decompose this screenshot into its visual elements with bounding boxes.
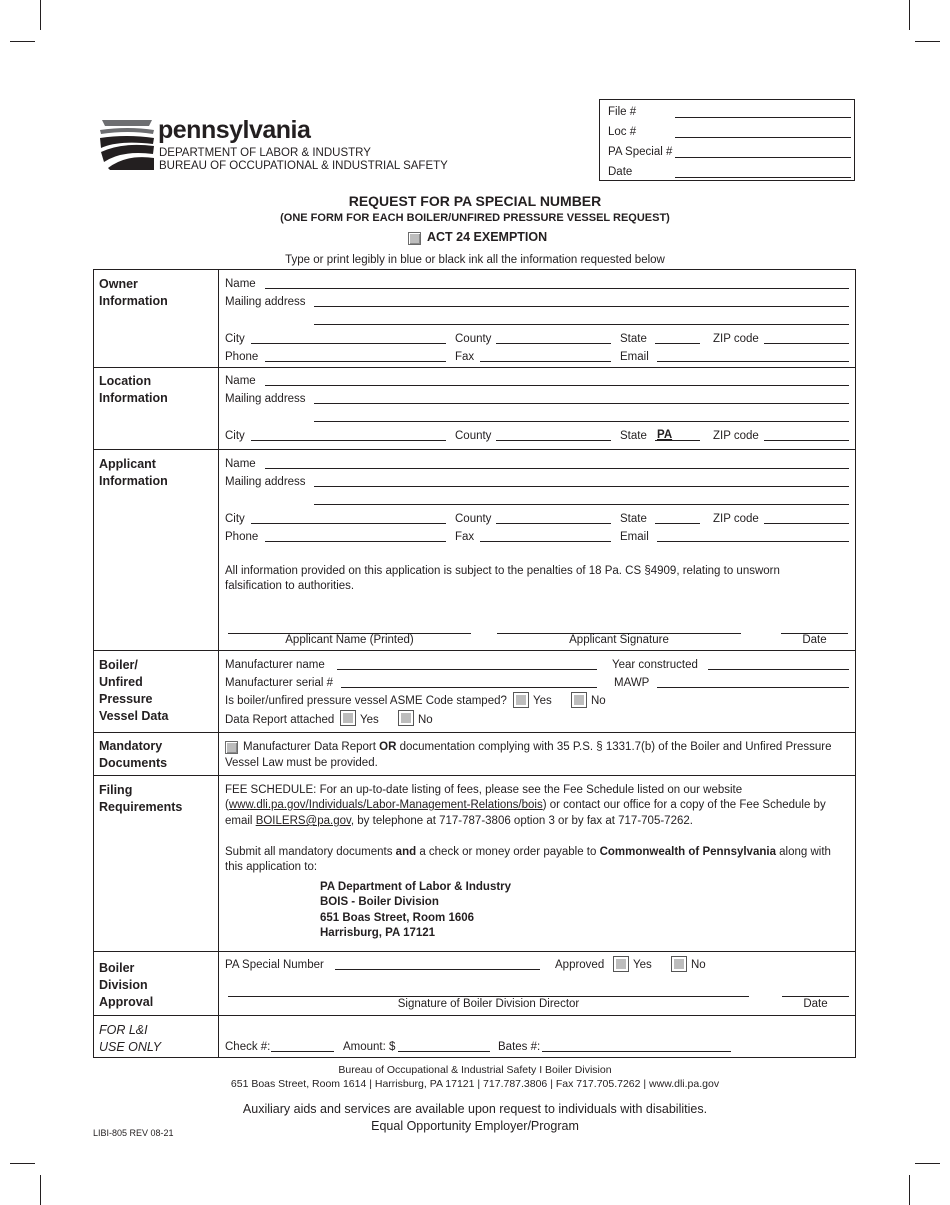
- location-mailing-label: Mailing address: [225, 393, 306, 405]
- heading-line: Location: [99, 374, 152, 388]
- location-name-label: Name: [225, 375, 256, 387]
- crop-mark: [10, 41, 35, 42]
- submit-line1: [225, 845, 831, 859]
- text-fragment: Submit all mandatory documents: [225, 846, 396, 858]
- form-title: REQUEST FOR PA SPECIAL NUMBER: [348, 193, 602, 209]
- text-fragment: OR: [379, 741, 397, 753]
- heading-line: Unfired: [99, 675, 143, 689]
- act24-checkbox[interactable]: [408, 232, 421, 245]
- date-label: Date: [608, 166, 633, 178]
- fee-schedule-link[interactable]: www.dli.pa.gov/Individuals/Labor-Management-Relations/bois: [228, 799, 543, 811]
- amount-label: Amount: $: [343, 1041, 396, 1053]
- location-state-value: PA: [657, 429, 673, 441]
- submit-line2: this application to:: [225, 861, 318, 873]
- amount-field[interactable]: [398, 1051, 490, 1052]
- manufacturer-label: Manufacturer name: [225, 659, 325, 671]
- check-label: Check #:: [225, 1041, 271, 1053]
- year-label: Year constructed: [612, 659, 698, 671]
- location-zip-label: ZIP code: [713, 430, 759, 442]
- address-line: BOIS - Boiler Division: [320, 896, 439, 909]
- applicant-county-label: County: [455, 513, 492, 525]
- applicant-phone-field[interactable]: [265, 541, 446, 542]
- office-box: [599, 99, 855, 181]
- data-report-checkbox[interactable]: [225, 741, 238, 754]
- location-county-label: County: [455, 430, 492, 442]
- crop-mark: [909, 1175, 910, 1205]
- owner-state-label: State: [620, 333, 647, 345]
- form-subtitle: (ONE FORM FOR EACH BOILER/UNFIRED PRESSURE VESSEL REQUEST): [280, 212, 670, 224]
- footer-address: 651 Boas Street, Room 1614 | Harrisburg, PA 17121 | 717.787.3806 | Fax 717.705.7262 | www.dli.pa.gov: [230, 1078, 720, 1090]
- applicant-email-field[interactable]: [657, 541, 849, 542]
- serial-field[interactable]: [341, 687, 597, 688]
- act24-label: ACT 24 EXEMPTION: [427, 230, 548, 244]
- heading-line: Information: [99, 294, 168, 308]
- location-heading: [99, 373, 168, 407]
- loc-label: Loc #: [608, 126, 637, 138]
- heading-line: Boiler/: [99, 658, 138, 672]
- row-separator: [93, 732, 856, 733]
- owner-city-label: City: [225, 333, 245, 345]
- location-name-field[interactable]: [265, 385, 849, 386]
- mandatory-text-line1: [243, 740, 832, 754]
- text-fragment: email: [225, 815, 256, 827]
- location-city-label: City: [225, 430, 245, 442]
- row-separator: [93, 449, 856, 450]
- mawp-field[interactable]: [657, 687, 849, 688]
- boilers-email-link[interactable]: BOILERS@pa.gov: [255, 815, 351, 827]
- address-line: Harrisburg, PA 17121: [320, 926, 436, 939]
- owner-name-field[interactable]: [265, 288, 849, 289]
- mandatory-text-line2: Vessel Law must be provided.: [225, 757, 378, 769]
- applicant-email-label: Email: [620, 531, 649, 543]
- location-zip-field[interactable]: [764, 440, 849, 441]
- asme-question: Is boiler/unfired pressure vessel ASME Code stamped?: [225, 695, 507, 707]
- heading-line: Documents: [99, 756, 168, 770]
- heading-line: USE ONLY: [99, 1039, 162, 1054]
- owner-fax-label: Fax: [455, 351, 475, 363]
- special-label: PA Special #: [608, 146, 673, 158]
- owner-city-field[interactable]: [251, 343, 446, 344]
- owner-name-label: Name: [225, 278, 256, 290]
- crop-mark: [909, 0, 910, 30]
- data-report-no-label: No: [418, 714, 433, 726]
- text-fragment: , by telephone at 717-787-3806 option 3 or by fax at 717-705-7262.: [350, 815, 693, 827]
- owner-county-label: County: [455, 333, 492, 345]
- text-fragment: Commonwealth of Pennsylvania: [599, 846, 776, 858]
- owner-email-label: Email: [620, 351, 649, 363]
- footer-eoe: Equal Opportunity Employer/Program: [371, 1119, 579, 1133]
- location-mailing-field[interactable]: [314, 403, 849, 404]
- row-separator: [93, 367, 856, 368]
- applicant-printed-name-caption: Applicant Name (Printed): [285, 634, 414, 646]
- approval-date-field[interactable]: [782, 996, 849, 997]
- address-line: PA Department of Labor & Industry: [320, 881, 512, 893]
- heading-line: Information: [99, 391, 168, 405]
- approved-label: Approved: [555, 959, 605, 971]
- heading-line: Requirements: [99, 800, 183, 814]
- year-field[interactable]: [708, 669, 849, 670]
- data-report-no-checkbox[interactable]: [398, 710, 414, 726]
- asme-yes-checkbox[interactable]: [513, 692, 529, 708]
- applicant-city-label: City: [225, 513, 245, 525]
- special-number-field[interactable]: [335, 969, 540, 970]
- owner-mailing-field-2[interactable]: [314, 324, 849, 325]
- file-label: File #: [608, 106, 637, 118]
- applicant-city-field[interactable]: [251, 523, 446, 524]
- penalty-disclaimer: All information provided on this application is subject to the penalties of 18 Pa. CS §4909, relating to unsworn falsification to authorities.: [225, 565, 780, 592]
- date-field[interactable]: [675, 177, 851, 178]
- heading-line: Boiler: [99, 961, 135, 975]
- applicant-mailing-field[interactable]: [314, 486, 849, 487]
- crop-mark: [40, 0, 41, 30]
- heading-line: Owner: [99, 277, 138, 291]
- special-number-label: PA Special Number: [225, 959, 324, 971]
- approval-date-caption: Date: [803, 998, 828, 1010]
- owner-zip-field[interactable]: [764, 343, 849, 344]
- footer-bureau: Bureau of Occupational & Industrial Safety I Boiler Division: [338, 1064, 612, 1076]
- heading-line: Filing: [99, 783, 133, 797]
- mawp-label: MAWP: [614, 677, 650, 689]
- loc-field[interactable]: [675, 137, 851, 138]
- applicant-fax-field[interactable]: [480, 541, 611, 542]
- owner-state-field[interactable]: [655, 343, 700, 344]
- mailing-address-block: [320, 880, 511, 941]
- office-use-heading: [99, 1022, 161, 1055]
- bureau-name: BUREAU OF OCCUPATIONAL & INDUSTRIAL SAFETY: [159, 160, 448, 172]
- heading-line: FOR L&I: [99, 1023, 148, 1037]
- logo-wordmark: pennsylvania: [158, 116, 311, 144]
- footer-aids: Auxiliary aids and services are available upon request to individuals with disabilities.: [242, 1102, 708, 1116]
- filing-heading: [99, 782, 182, 816]
- crop-mark: [40, 1175, 41, 1205]
- data-report-yes-checkbox[interactable]: [340, 710, 356, 726]
- applicant-mailing-label: Mailing address: [225, 476, 306, 488]
- owner-county-field[interactable]: [496, 343, 611, 344]
- owner-phone-label: Phone: [225, 351, 259, 363]
- data-report-yes-label: Yes: [360, 714, 379, 726]
- applicant-phone-label: Phone: [225, 531, 259, 543]
- bates-label: Bates #:: [498, 1041, 541, 1053]
- applicant-zip-label: ZIP code: [713, 513, 759, 525]
- crop-mark: [915, 1163, 940, 1164]
- applicant-name-label: Name: [225, 458, 256, 470]
- text-fragment: along with: [775, 846, 831, 858]
- location-mailing-field-2[interactable]: [314, 421, 849, 422]
- department-name: DEPARTMENT OF LABOR & INDUSTRY: [159, 147, 371, 159]
- crop-mark: [10, 1163, 35, 1164]
- heading-line: Applicant: [99, 457, 156, 471]
- mandatory-heading: [99, 738, 167, 772]
- applicant-signature-caption: Applicant Signature: [569, 634, 669, 646]
- keystone-logo: [98, 118, 156, 172]
- row-separator: [93, 951, 856, 952]
- owner-zip-label: ZIP code: [713, 333, 759, 345]
- applicant-county-field[interactable]: [496, 523, 611, 524]
- bates-field[interactable]: [542, 1051, 731, 1052]
- crop-mark: [915, 41, 940, 42]
- text-fragment: documentation complying with 35 P.S. § 1331.7(b) of the Boiler and Unfired Pressure: [396, 741, 832, 753]
- applicant-state-field[interactable]: [655, 523, 700, 524]
- owner-heading: [99, 276, 168, 310]
- approved-yes-checkbox[interactable]: [613, 956, 629, 972]
- instructions: Type or print legibly in blue or black ink all the information requested below: [285, 254, 665, 266]
- applicant-state-label: State: [620, 513, 647, 525]
- location-county-field[interactable]: [496, 440, 611, 441]
- manufacturer-field[interactable]: [337, 669, 597, 670]
- asme-yes-label: Yes: [533, 695, 552, 707]
- applicant-zip-field[interactable]: [764, 523, 849, 524]
- serial-label: Manufacturer serial #: [225, 677, 334, 689]
- applicant-date-caption: Date: [802, 634, 827, 646]
- owner-email-field[interactable]: [657, 361, 849, 362]
- director-signature-caption: Signature of Boiler Division Director: [397, 998, 580, 1010]
- owner-mailing-field[interactable]: [314, 306, 849, 307]
- owner-phone-field[interactable]: [265, 361, 446, 362]
- file-field[interactable]: [675, 117, 851, 118]
- heading-line: Vessel Data: [99, 709, 169, 723]
- asme-no-label: No: [591, 695, 606, 707]
- row-separator: [93, 1015, 856, 1016]
- approved-no-checkbox[interactable]: [671, 956, 687, 972]
- location-state-label: State: [620, 430, 647, 442]
- applicant-heading: [99, 456, 168, 490]
- location-city-field[interactable]: [251, 440, 446, 441]
- heading-line: Mandatory: [99, 739, 163, 753]
- heading-line: Information: [99, 474, 168, 488]
- fee-schedule-line2: (www.dli.pa.gov/Individuals/Labor-Management-Relations/bois) or contact our office for a copy of the Fee Schedule by: [225, 799, 826, 811]
- owner-mailing-label: Mailing address: [225, 296, 306, 308]
- form-id: LIBI-805 REV 08-21: [93, 1128, 174, 1138]
- approval-heading: [99, 960, 153, 1011]
- applicant-fax-label: Fax: [455, 531, 475, 543]
- text-fragment: and: [395, 846, 417, 858]
- fee-schedule-line1: FEE SCHEDULE: For an up-to-date listing of fees, please see the Fee Schedule listed on our website: [225, 784, 743, 796]
- approved-yes-label: Yes: [633, 959, 652, 971]
- address-line: 651 Boas Street, Room 1606: [320, 911, 475, 924]
- heading-line: Pressure: [99, 692, 153, 706]
- text-fragment: Manufacturer Data Report: [243, 741, 380, 753]
- row-separator: [93, 650, 856, 651]
- applicant-name-field[interactable]: [265, 468, 849, 469]
- special-field[interactable]: [675, 157, 851, 158]
- heading-line: Division: [99, 978, 148, 992]
- text-fragment: or contact our office for a copy of the Fee Schedule by: [546, 799, 826, 811]
- approved-no-label: No: [691, 959, 706, 971]
- row-separator: [93, 775, 856, 776]
- owner-fax-field[interactable]: [480, 361, 611, 362]
- director-signature-field[interactable]: [228, 996, 749, 997]
- vessel-heading: [99, 657, 169, 725]
- applicant-mailing-field-2[interactable]: [314, 504, 849, 505]
- table-divider: [218, 269, 219, 1058]
- asme-no-checkbox[interactable]: [571, 692, 587, 708]
- heading-line: Approval: [99, 995, 154, 1009]
- fee-schedule-line3: [225, 814, 693, 828]
- check-field[interactable]: [271, 1051, 334, 1052]
- text-fragment: a check or money order payable to: [416, 846, 600, 858]
- data-report-label: Data Report attached: [225, 714, 335, 726]
